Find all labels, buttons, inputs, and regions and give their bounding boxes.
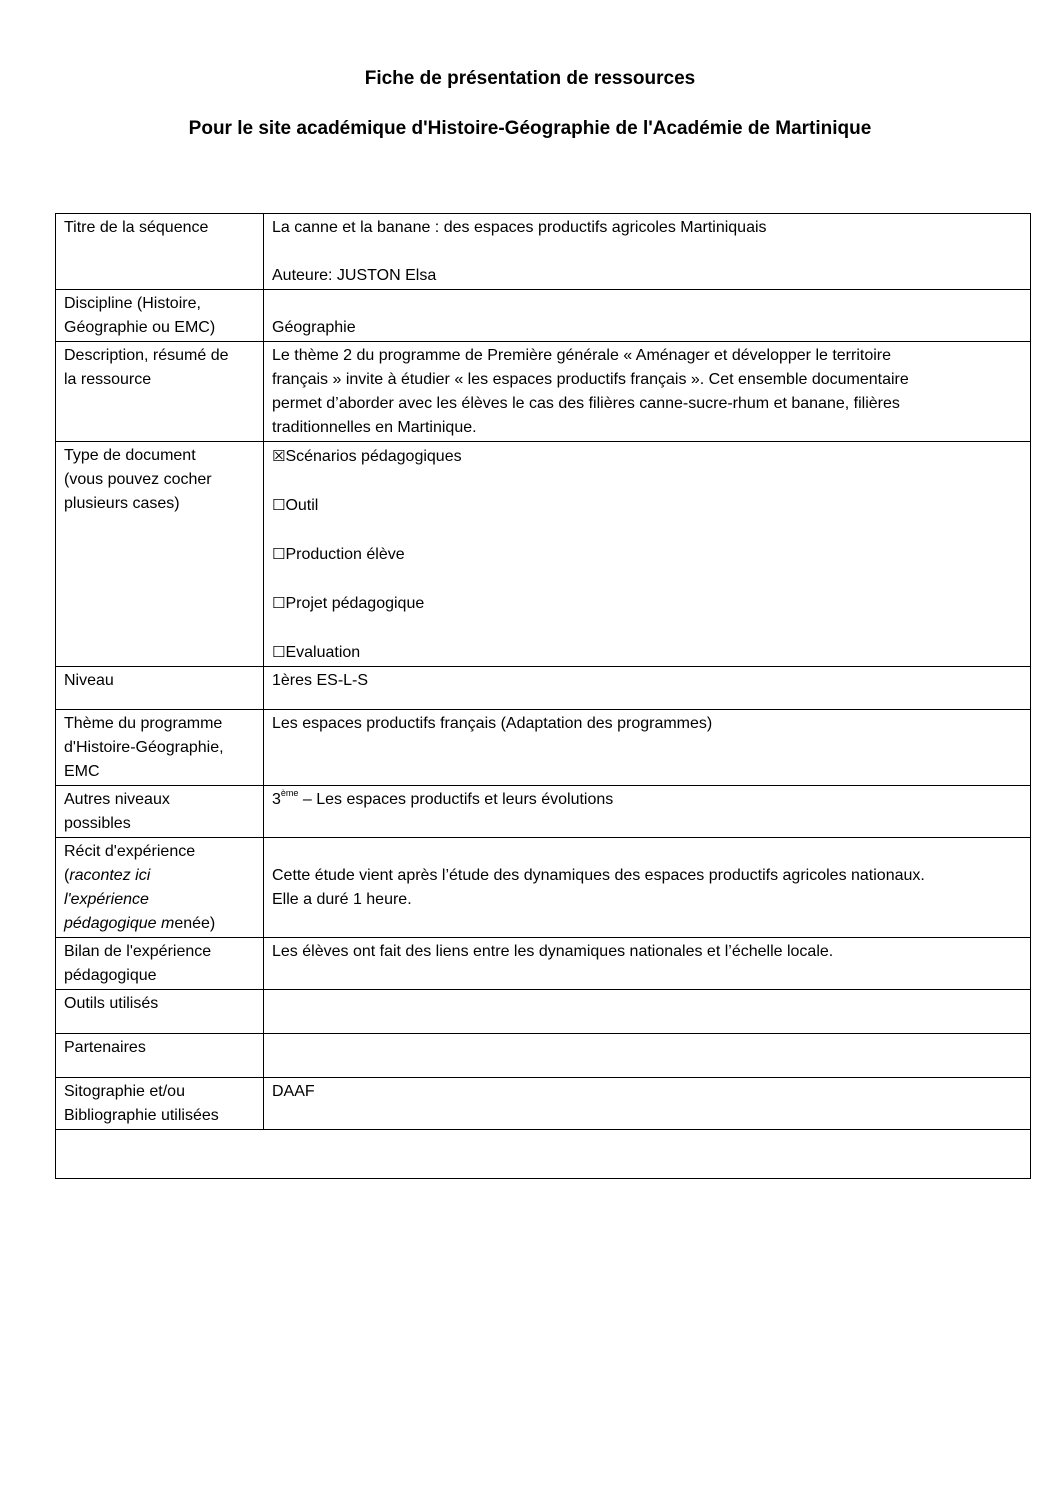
checked-box-icon: ☒ bbox=[272, 447, 286, 465]
checkbox-option-production[interactable] bbox=[272, 542, 1022, 567]
value-partenaires bbox=[264, 1034, 1031, 1078]
label-partenaires: Partenaires bbox=[56, 1034, 264, 1078]
row-recit bbox=[56, 838, 1031, 938]
label-line: Géographie ou EMC) bbox=[64, 319, 216, 336]
value-niveau: 1ères ES-L-S bbox=[264, 667, 1031, 710]
label-titre: Titre de la séquence bbox=[56, 214, 264, 290]
label-theme bbox=[56, 710, 264, 786]
label-line: d'Histoire-Géographie, bbox=[64, 739, 224, 756]
page-subtitle: Pour le site académique d'Histoire-Géographie de l'Académie de Martinique bbox=[188, 118, 872, 139]
checkbox-option-outil[interactable] bbox=[272, 493, 1022, 518]
level-suffix: ème bbox=[280, 788, 299, 798]
checkbox-option-scenarios[interactable] bbox=[272, 444, 1022, 469]
label-line: Bibliographie utilisées bbox=[64, 1107, 219, 1124]
level-description: – Les espaces productifs et leurs évolutions bbox=[298, 791, 614, 808]
label-line: Sitographie et/ou bbox=[64, 1083, 185, 1100]
label-line: Récit d'expérience bbox=[64, 843, 196, 860]
page-title: Fiche de présentation de ressources bbox=[364, 68, 696, 89]
label-line: Description, résumé de bbox=[64, 347, 229, 364]
row-empty bbox=[56, 1130, 1031, 1179]
unchecked-box-icon: ☐ bbox=[272, 643, 286, 661]
checkbox-option-projet[interactable] bbox=[272, 591, 1022, 616]
label-line: plusieurs cases) bbox=[64, 495, 180, 512]
row-theme bbox=[56, 710, 1031, 786]
label-paren: ( bbox=[64, 867, 70, 884]
row-niveau bbox=[56, 667, 1031, 710]
recit-line: Cette étude vient après l’étude des dynamiques des espaces productifs agricoles nationaux. bbox=[272, 867, 925, 884]
unchecked-box-icon: ☐ bbox=[272, 496, 286, 514]
value-recit bbox=[264, 838, 1031, 938]
value-sitographie: DAAF bbox=[264, 1078, 1031, 1130]
description-line: permet d’aborder avec les élèves le cas des filières canne-sucre-rhum et banane, filières bbox=[272, 395, 900, 412]
checkbox-option-evaluation[interactable] bbox=[272, 640, 1022, 665]
author: Auteure: JUSTON Elsa bbox=[272, 267, 437, 284]
value-theme: Les espaces productifs français (Adaptation des programmes) bbox=[264, 710, 1031, 786]
option-label: Scénarios pédagogiques bbox=[285, 448, 462, 465]
label-recit bbox=[56, 838, 264, 938]
level-number: 3 bbox=[272, 791, 281, 808]
description-line: français » invite à étudier « les espaces productifs français ». Cet ensemble documentaire bbox=[272, 371, 909, 388]
row-titre bbox=[56, 214, 1031, 290]
label-outils: Outils utilisés bbox=[56, 990, 264, 1034]
recit-line: Elle a duré 1 heure. bbox=[272, 891, 412, 908]
label-autres bbox=[56, 786, 264, 838]
empty-cell bbox=[56, 1130, 1031, 1179]
option-label: Projet pédagogique bbox=[285, 595, 425, 612]
value-type bbox=[264, 442, 1031, 667]
label-niveau: Niveau bbox=[56, 667, 264, 710]
label-rest: enée) bbox=[174, 915, 216, 932]
label-italic: racontez ici bbox=[69, 867, 151, 884]
row-partenaires bbox=[56, 1034, 1031, 1078]
option-label: Outil bbox=[285, 497, 319, 514]
row-sitographie bbox=[56, 1078, 1031, 1130]
label-line: (vous pouvez cocher bbox=[64, 471, 212, 488]
value-outils bbox=[264, 990, 1031, 1034]
label-line: Type de document bbox=[64, 447, 196, 464]
row-outils bbox=[56, 990, 1031, 1034]
label-line: Thème du programme bbox=[64, 715, 223, 732]
description-line: traditionnelles en Martinique. bbox=[272, 419, 477, 436]
discipline-value: Géographie bbox=[272, 319, 356, 336]
label-sitographie bbox=[56, 1078, 264, 1130]
label-line: EMC bbox=[64, 763, 100, 780]
label-line: Autres niveaux bbox=[64, 791, 170, 808]
label-italic: pédagogique m bbox=[64, 915, 175, 932]
row-autres bbox=[56, 786, 1031, 838]
value-discipline bbox=[264, 290, 1031, 342]
option-label: Production élève bbox=[285, 546, 405, 563]
value-bilan: Les élèves ont fait des liens entre les dynamiques nationales et l’échelle locale. bbox=[264, 938, 1031, 990]
value-description bbox=[264, 342, 1031, 442]
option-label: Evaluation bbox=[285, 644, 361, 661]
row-discipline bbox=[56, 290, 1031, 342]
description-line: Le thème 2 du programme de Première générale « Aménager et développer le territoire bbox=[272, 347, 892, 364]
label-line: la ressource bbox=[64, 371, 152, 388]
label-line: Bilan de l'expérience bbox=[64, 943, 212, 960]
label-type bbox=[56, 442, 264, 667]
row-bilan bbox=[56, 938, 1031, 990]
sequence-title: La canne et la banane : des espaces productifs agricoles Martiniquais bbox=[272, 219, 767, 236]
row-type bbox=[56, 442, 1031, 667]
label-discipline bbox=[56, 290, 264, 342]
unchecked-box-icon: ☐ bbox=[272, 545, 286, 563]
label-line: pédagogique bbox=[64, 967, 157, 984]
unchecked-box-icon: ☐ bbox=[272, 594, 286, 612]
label-description bbox=[56, 342, 264, 442]
row-description bbox=[56, 342, 1031, 442]
value-autres bbox=[264, 786, 1031, 838]
resource-form-table bbox=[55, 213, 1031, 1179]
label-line: Discipline (Histoire, bbox=[64, 295, 201, 312]
label-line: possibles bbox=[64, 815, 131, 832]
label-bilan bbox=[56, 938, 264, 990]
value-titre bbox=[264, 214, 1031, 290]
label-italic: l'expérience bbox=[64, 891, 149, 908]
